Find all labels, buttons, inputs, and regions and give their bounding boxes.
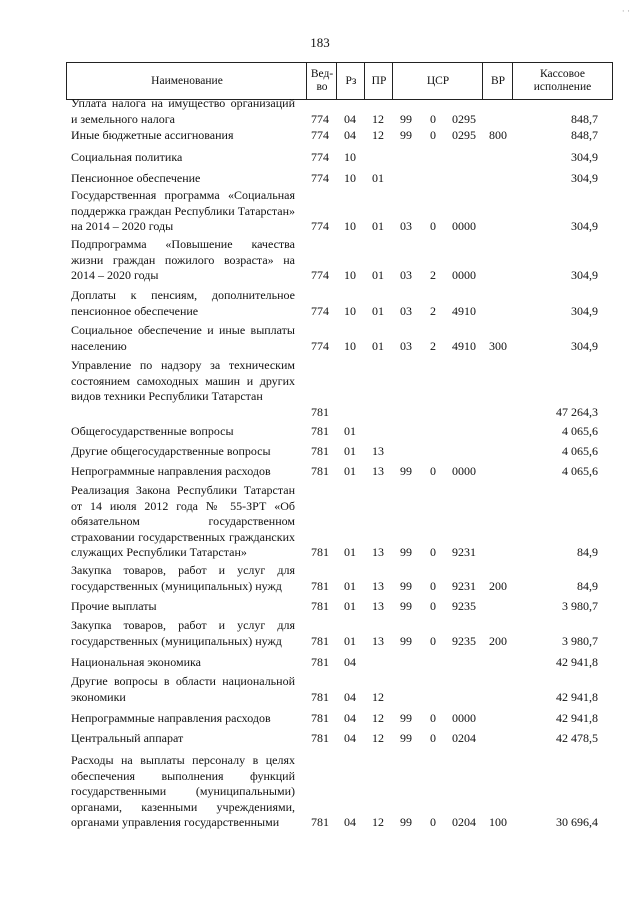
row-pr: 13	[372, 464, 384, 478]
row-sum: 4 065,6	[562, 424, 598, 438]
row-csr-2: 2	[430, 338, 436, 353]
row-rz: 01	[344, 633, 356, 648]
row-pr: 01	[372, 219, 384, 233]
row-csr-3: 0000	[452, 464, 476, 478]
row-pr: 12	[372, 731, 384, 745]
row-rz: 01	[344, 599, 356, 613]
row-vr: 100	[489, 815, 507, 829]
row-csr-2: 0	[430, 633, 436, 648]
row-csr-2: 2	[430, 303, 436, 318]
row-vr: 200	[489, 578, 507, 593]
row-pr: 13	[372, 578, 384, 593]
row-ved: 781	[311, 815, 329, 829]
row-pr: 12	[372, 111, 384, 126]
row-pr: 13	[372, 599, 384, 613]
row-sum: 4 065,6	[562, 464, 598, 478]
row-name: Национальная экономика	[71, 655, 201, 669]
row-csr-2: 0	[430, 599, 436, 613]
row-csr-2: 0	[430, 111, 436, 126]
row-sum: 3 980,7	[562, 633, 598, 648]
row-name: Непрограммные направления расходов	[71, 464, 271, 478]
row-csr-2: 0	[430, 578, 436, 593]
row-csr-1: 03	[400, 268, 412, 282]
row-ved: 781	[311, 731, 329, 745]
row-csr-3: 4910	[452, 303, 476, 318]
row-csr-1: 99	[400, 128, 412, 142]
row-sum: 42 478,5	[556, 731, 598, 745]
row-name: Подпрограмма «Повышение качества жизни граждан пожилого возраста» на 2014 – 2020 годы	[71, 237, 295, 282]
row-csr-2: 0	[430, 711, 436, 725]
row-name: Социальное обеспечение и иные выплаты населению	[71, 323, 295, 353]
row-ved: 781	[311, 444, 329, 458]
row-rz: 04	[344, 655, 356, 669]
row-rz: 04	[344, 711, 356, 725]
row-sum: 42 941,8	[556, 689, 598, 704]
row-rz: 04	[344, 689, 356, 704]
row-csr-3: 0204	[452, 731, 476, 745]
row-rz: 10	[344, 150, 356, 164]
row-ved: 781	[311, 633, 329, 648]
row-pr: 12	[372, 711, 384, 725]
row-ved: 774	[311, 338, 329, 353]
row-csr-3: 4910	[452, 338, 476, 353]
row-csr-2: 0	[430, 219, 436, 233]
row-name: Реализация Закона Республики Татарстан от 14 июля 2012 года № 55-ЗРТ «Об обязательном государственном страховании государственных гражданских служащих Республики Татарстан»	[71, 483, 295, 559]
row-ved: 774	[311, 150, 329, 164]
row-rz: 04	[344, 111, 356, 126]
row-sum: 84,9	[577, 578, 598, 593]
row-sum: 304,9	[571, 303, 598, 318]
header-sum: Кассовое исполнение	[512, 62, 613, 100]
row-rz: 10	[344, 268, 356, 282]
row-rz: 04	[344, 731, 356, 745]
row-pr: 01	[372, 171, 384, 185]
row-ved: 774	[311, 111, 329, 126]
row-name: Общегосударственные вопросы	[71, 424, 234, 438]
row-csr-1: 03	[400, 303, 412, 318]
row-sum: 4 065,6	[562, 444, 598, 458]
row-sum: 848,7	[571, 128, 598, 142]
row-csr-2: 2	[430, 268, 436, 282]
row-csr-1: 99	[400, 633, 412, 648]
row-sum: 42 941,8	[556, 655, 598, 669]
row-csr-1: 99	[400, 545, 412, 559]
row-rz: 01	[344, 545, 356, 559]
scan-mark: · ·	[621, 6, 630, 16]
row-name: Уплата налога на имущество организаций и земельного налога	[71, 96, 295, 126]
row-ved: 781	[311, 404, 329, 419]
header-rz: Рз	[336, 62, 365, 100]
row-csr-1: 99	[400, 111, 412, 126]
row-ved: 774	[311, 219, 329, 233]
row-vr: 200	[489, 633, 507, 648]
row-pr: 12	[372, 815, 384, 829]
row-csr-2: 0	[430, 545, 436, 559]
row-pr: 13	[372, 444, 384, 458]
row-sum: 304,9	[571, 150, 598, 164]
row-name: Центральный аппарат	[71, 731, 184, 745]
row-csr-3: 0295	[452, 128, 476, 142]
row-ved: 781	[311, 545, 329, 559]
row-name: Управление по надзору за техническим состоянием самоходных машин и других видов техники Республики Татарстан	[71, 358, 295, 403]
row-ved: 774	[311, 128, 329, 142]
row-ved: 774	[311, 268, 329, 282]
row-name: Закупка товаров, работ и услуг для государственных (муниципальных) нужд	[71, 618, 295, 648]
row-name: Прочие выплаты	[71, 599, 157, 613]
row-name: Доплаты к пенсиям, дополнительное пенсионное обеспечение	[71, 288, 295, 318]
row-csr-3: 9231	[452, 578, 476, 593]
header-csr: ЦСР	[392, 62, 483, 100]
row-pr: 13	[372, 633, 384, 648]
row-rz: 01	[344, 464, 356, 478]
page-number: 183	[310, 35, 330, 50]
row-csr-3: 0204	[452, 815, 476, 829]
row-sum: 304,9	[571, 268, 598, 282]
row-name: Непрограммные направления расходов	[71, 711, 271, 725]
row-rz: 04	[344, 815, 356, 829]
row-csr-1: 99	[400, 599, 412, 613]
row-csr-2: 0	[430, 464, 436, 478]
row-rz: 10	[344, 338, 356, 353]
row-csr-2: 0	[430, 815, 436, 829]
row-ved: 781	[311, 711, 329, 725]
row-csr-3: 9235	[452, 633, 476, 648]
row-pr: 13	[372, 545, 384, 559]
row-csr-2: 0	[430, 128, 436, 142]
row-rz: 04	[344, 128, 356, 142]
row-pr: 01	[372, 338, 384, 353]
row-ved: 781	[311, 599, 329, 613]
row-name: Другие вопросы в области национальной экономики	[71, 674, 295, 704]
row-rz: 10	[344, 219, 356, 233]
row-csr-2: 0	[430, 731, 436, 745]
row-csr-3: 0295	[452, 111, 476, 126]
row-ved: 781	[311, 578, 329, 593]
header-ved: Вед-во	[306, 62, 337, 100]
row-sum: 42 941,8	[556, 711, 598, 725]
row-ved: 774	[311, 171, 329, 185]
row-name: Государственная программа «Социальная поддержка граждан Республики Татарстан» на 2014 – 2020 годы	[71, 188, 295, 233]
row-rz: 01	[344, 578, 356, 593]
row-csr-1: 03	[400, 338, 412, 353]
row-csr-3: 0000	[452, 219, 476, 233]
row-csr-3: 9231	[452, 545, 476, 559]
row-ved: 774	[311, 303, 329, 318]
header-vr: ВР	[482, 62, 513, 100]
row-ved: 781	[311, 464, 329, 478]
header-pr: ПР	[364, 62, 393, 100]
row-rz: 10	[344, 171, 356, 185]
row-vr: 300	[489, 338, 507, 353]
row-name: Расходы на выплаты персоналу в целях обеспечения выполнения функций государственными (муниципальными) органами, казенными учреждениями, органами управления государственными	[71, 753, 295, 829]
row-ved: 781	[311, 689, 329, 704]
row-csr-1: 99	[400, 578, 412, 593]
row-sum: 848,7	[571, 111, 598, 126]
header-name: Наименование	[66, 62, 307, 100]
row-rz: 01	[344, 424, 356, 438]
row-csr-3: 0000	[452, 268, 476, 282]
row-name: Другие общегосударственные вопросы	[71, 444, 271, 458]
row-sum: 304,9	[571, 338, 598, 353]
table-header	[66, 62, 612, 98]
row-sum: 3 980,7	[562, 599, 598, 613]
row-ved: 781	[311, 655, 329, 669]
row-name: Пенсионное обеспечение	[71, 171, 201, 185]
row-csr-3: 9235	[452, 599, 476, 613]
row-csr-1: 99	[400, 731, 412, 745]
row-rz: 01	[344, 444, 356, 458]
row-csr-3: 0000	[452, 711, 476, 725]
row-csr-1: 99	[400, 815, 412, 829]
row-ved: 781	[311, 424, 329, 438]
row-pr: 01	[372, 303, 384, 318]
row-sum: 84,9	[577, 545, 598, 559]
row-name: Социальная политика	[71, 150, 183, 164]
row-pr: 01	[372, 268, 384, 282]
row-pr: 12	[372, 689, 384, 704]
row-csr-1: 99	[400, 464, 412, 478]
row-csr-1: 99	[400, 711, 412, 725]
row-sum: 30 696,4	[556, 815, 598, 829]
row-sum: 304,9	[571, 219, 598, 233]
row-sum: 304,9	[571, 171, 598, 185]
row-rz: 10	[344, 303, 356, 318]
row-pr: 12	[372, 128, 384, 142]
row-vr: 800	[489, 128, 507, 142]
row-sum: 47 264,3	[556, 404, 598, 419]
row-csr-1: 03	[400, 219, 412, 233]
row-name: Иные бюджетные ассигнования	[71, 128, 234, 142]
row-name: Закупка товаров, работ и услуг для государственных (муниципальных) нужд	[71, 563, 295, 593]
